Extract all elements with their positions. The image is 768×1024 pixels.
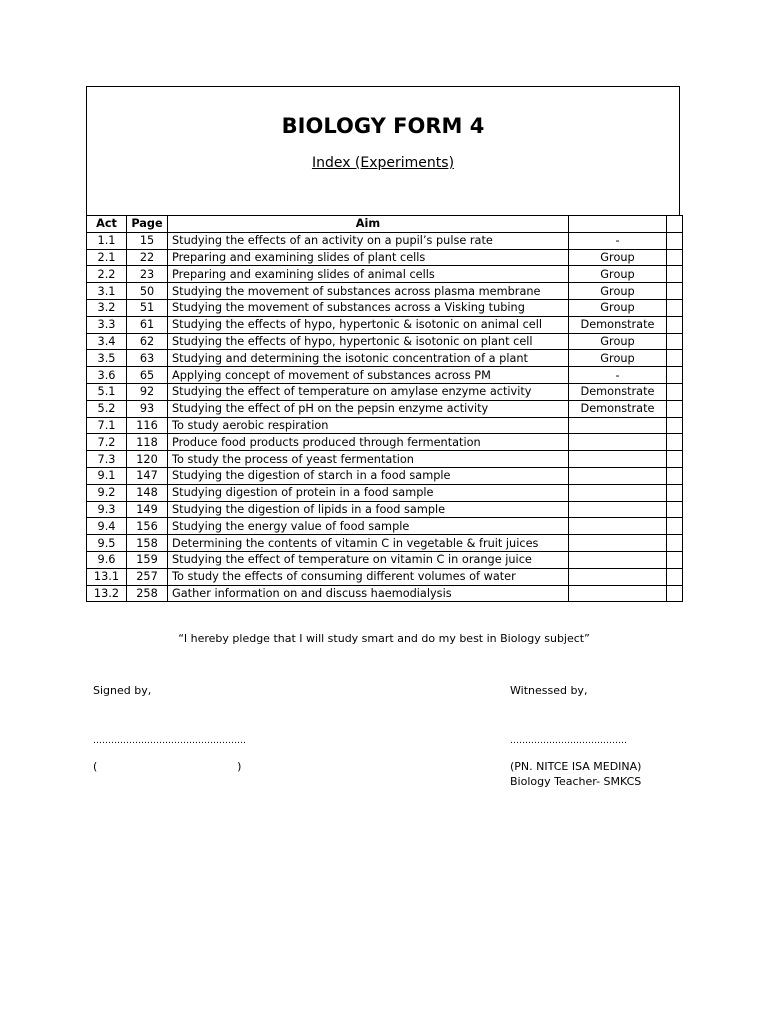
table-row <box>87 568 683 585</box>
mode-cell: Group <box>569 249 667 266</box>
table-row <box>87 551 683 568</box>
act-cell: 3.5 <box>87 350 127 367</box>
aim-cell: To study the process of yeast fermentation <box>168 451 569 468</box>
page-cell: 159 <box>127 551 168 568</box>
page-cell: 116 <box>127 417 168 434</box>
extra-cell <box>667 266 683 283</box>
aim-cell: Studying the movement of substances across plasma membrane <box>168 283 569 300</box>
page-cell: 61 <box>127 316 168 333</box>
act-cell: 3.2 <box>87 299 127 316</box>
aim-cell: Studying the energy value of food sample <box>168 518 569 535</box>
table-row <box>87 501 683 518</box>
page-cell: 158 <box>127 535 168 552</box>
page-cell: 51 <box>127 299 168 316</box>
act-cell: 3.4 <box>87 333 127 350</box>
mode-cell <box>569 484 667 501</box>
act-cell: 13.1 <box>87 568 127 585</box>
act-cell: 9.1 <box>87 467 127 484</box>
extra-cell <box>667 568 683 585</box>
page-cell: 147 <box>127 467 168 484</box>
table-row <box>87 249 683 266</box>
page-cell: 65 <box>127 367 168 384</box>
table-row <box>87 316 683 333</box>
signature-line-witness: ………………………………… <box>510 736 627 746</box>
witnessed-by-label: Witnessed by, <box>510 684 588 697</box>
page-cell: 92 <box>127 383 168 400</box>
table-row <box>87 383 683 400</box>
signed-by-label: Signed by, <box>93 684 152 697</box>
page-cell: 120 <box>127 451 168 468</box>
mode-cell <box>569 568 667 585</box>
column-header-aim: Aim <box>168 216 569 233</box>
extra-cell <box>667 535 683 552</box>
aim-cell: Studying digestion of protein in a food sample <box>168 484 569 501</box>
page-cell: 148 <box>127 484 168 501</box>
student-name-placeholder: ( ) <box>93 760 242 773</box>
table-row <box>87 434 683 451</box>
extra-cell <box>667 249 683 266</box>
aim-cell: Preparing and examining slides of animal cells <box>168 266 569 283</box>
table-row <box>87 451 683 468</box>
mode-cell: Group <box>569 283 667 300</box>
table-row <box>87 417 683 434</box>
witness-title: Biology Teacher- SMKCS <box>510 775 642 788</box>
act-cell: 9.5 <box>87 535 127 552</box>
act-cell: 7.1 <box>87 417 127 434</box>
mode-cell: - <box>569 232 667 249</box>
act-cell: 2.1 <box>87 249 127 266</box>
aim-cell: Studying the effects of hypo, hypertonic & isotonic on animal cell <box>168 316 569 333</box>
table-row <box>87 283 683 300</box>
extra-cell <box>667 400 683 417</box>
aim-cell: Gather information on and discuss haemodialysis <box>168 585 569 602</box>
extra-cell <box>667 501 683 518</box>
mode-cell: Group <box>569 299 667 316</box>
table-row <box>87 232 683 249</box>
table-row <box>87 467 683 484</box>
extra-cell <box>667 350 683 367</box>
aim-cell: Applying concept of movement of substances across PM <box>168 367 569 384</box>
act-cell: 2.2 <box>87 266 127 283</box>
table-row <box>87 585 683 602</box>
mode-cell <box>569 551 667 568</box>
act-cell: 5.1 <box>87 383 127 400</box>
act-cell: 3.6 <box>87 367 127 384</box>
aim-cell: Preparing and examining slides of plant cells <box>168 249 569 266</box>
act-cell: 9.3 <box>87 501 127 518</box>
page-title: BIOLOGY FORM 4 <box>281 114 485 138</box>
mode-cell <box>569 518 667 535</box>
mode-cell <box>569 467 667 484</box>
table-row <box>87 367 683 384</box>
extra-cell <box>667 283 683 300</box>
aim-cell: Studying the movement of substances across a Visking tubing <box>168 299 569 316</box>
mode-cell: Demonstrate <box>569 316 667 333</box>
aim-cell: To study the effects of consuming different volumes of water <box>168 568 569 585</box>
mode-cell: Demonstrate <box>569 383 667 400</box>
mode-cell: Demonstrate <box>569 400 667 417</box>
page-cell: 62 <box>127 333 168 350</box>
page-cell: 22 <box>127 249 168 266</box>
page-subtitle: Index (Experiments) <box>311 155 455 171</box>
extra-cell <box>667 333 683 350</box>
mode-cell <box>569 451 667 468</box>
extra-cell <box>667 232 683 249</box>
extra-cell <box>667 585 683 602</box>
extra-cell <box>667 434 683 451</box>
mode-cell <box>569 585 667 602</box>
aim-cell: Studying the effect of temperature on vitamin C in orange juice <box>168 551 569 568</box>
mode-cell: Group <box>569 333 667 350</box>
page-cell: 50 <box>127 283 168 300</box>
act-cell: 1.1 <box>87 232 127 249</box>
extra-cell <box>667 417 683 434</box>
table-row <box>87 350 683 367</box>
act-cell: 13.2 <box>87 585 127 602</box>
act-cell: 7.2 <box>87 434 127 451</box>
column-header-extra <box>667 216 683 233</box>
page-cell: 118 <box>127 434 168 451</box>
act-cell: 3.3 <box>87 316 127 333</box>
aim-cell: Studying the digestion of lipids in a food sample <box>168 501 569 518</box>
extra-cell <box>667 383 683 400</box>
extra-cell <box>667 518 683 535</box>
signature-line-student: …………………………………………… <box>93 736 246 746</box>
act-cell: 9.2 <box>87 484 127 501</box>
aim-cell: Studying the effect of pH on the pepsin enzyme activity <box>168 400 569 417</box>
header-box <box>86 86 680 215</box>
extra-cell <box>667 367 683 384</box>
table-row <box>87 535 683 552</box>
page-cell: 93 <box>127 400 168 417</box>
pledge-text: “I hereby pledge that I will study smart and do my best in Biology subject” <box>178 632 590 645</box>
page-cell: 257 <box>127 568 168 585</box>
aim-cell: Studying the effects of an activity on a pupil’s pulse rate <box>168 232 569 249</box>
extra-cell <box>667 316 683 333</box>
act-cell: 9.6 <box>87 551 127 568</box>
page-cell: 23 <box>127 266 168 283</box>
column-header-mode <box>569 216 667 233</box>
aim-cell: Studying and determining the isotonic concentration of a plant <box>168 350 569 367</box>
act-cell: 7.3 <box>87 451 127 468</box>
table-header-row <box>87 216 683 233</box>
extra-cell <box>667 467 683 484</box>
act-cell: 5.2 <box>87 400 127 417</box>
table-row <box>87 266 683 283</box>
aim-cell: To study aerobic respiration <box>168 417 569 434</box>
mode-cell <box>569 535 667 552</box>
mode-cell: - <box>569 367 667 384</box>
extra-cell <box>667 551 683 568</box>
table-row <box>87 333 683 350</box>
aim-cell: Studying the effect of temperature on amylase enzyme activity <box>168 383 569 400</box>
table-row <box>87 400 683 417</box>
extra-cell <box>667 299 683 316</box>
table-row <box>87 518 683 535</box>
page-cell: 149 <box>127 501 168 518</box>
aim-cell: Studying the digestion of starch in a food sample <box>168 467 569 484</box>
aim-cell: Determining the contents of vitamin C in vegetable & fruit juices <box>168 535 569 552</box>
aim-cell: Produce food products produced through fermentation <box>168 434 569 451</box>
mode-cell: Group <box>569 350 667 367</box>
page-cell: 156 <box>127 518 168 535</box>
aim-cell: Studying the effects of hypo, hypertonic & isotonic on plant cell <box>168 333 569 350</box>
table-row <box>87 299 683 316</box>
witness-name: (PN. NITCE ISA MEDINA) <box>510 760 642 773</box>
mode-cell <box>569 434 667 451</box>
column-header-page: Page <box>127 216 168 233</box>
page-cell: 63 <box>127 350 168 367</box>
page-cell: 15 <box>127 232 168 249</box>
extra-cell <box>667 451 683 468</box>
act-cell: 9.4 <box>87 518 127 535</box>
experiments-table <box>86 215 683 602</box>
table-row <box>87 484 683 501</box>
page-cell: 258 <box>127 585 168 602</box>
mode-cell <box>569 417 667 434</box>
extra-cell <box>667 484 683 501</box>
mode-cell <box>569 501 667 518</box>
table-body <box>87 232 683 602</box>
column-header-act: Act <box>87 216 127 233</box>
mode-cell: Group <box>569 266 667 283</box>
act-cell: 3.1 <box>87 283 127 300</box>
